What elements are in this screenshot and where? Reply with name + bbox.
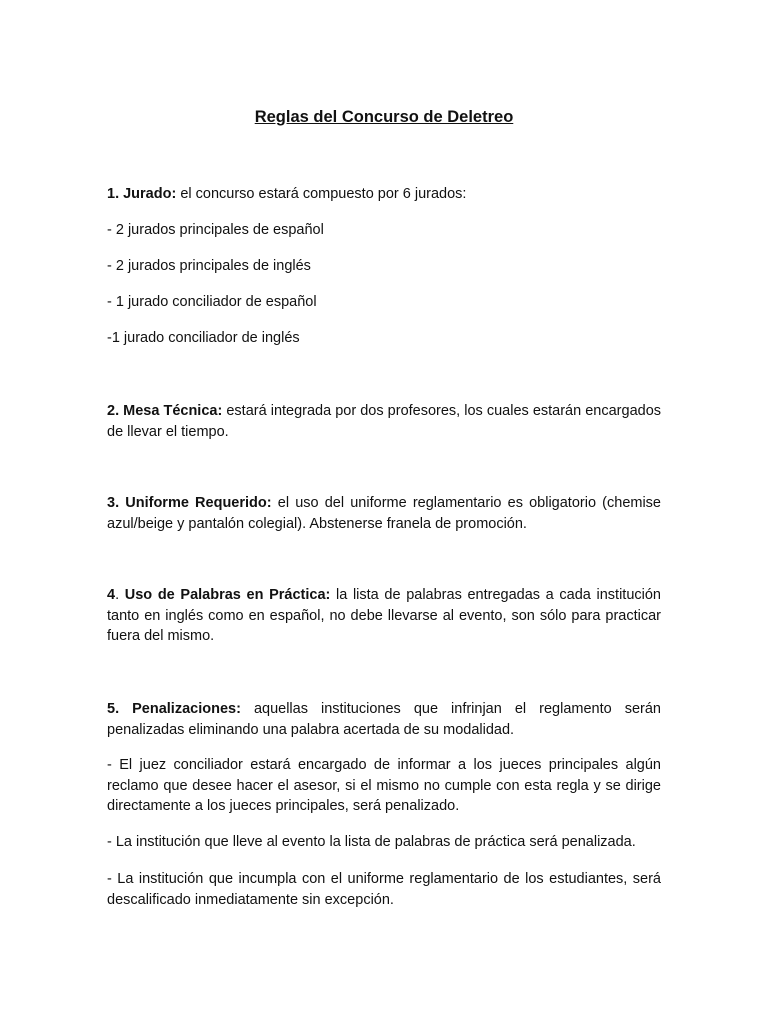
- section-penalizaciones: [107, 699, 661, 740]
- section-text: la lista de palabras entregadas a cada institución tanto en inglés como en español, no debe llevarse al evento, son sólo para practicar fuera del mismo.: [107, 587, 661, 644]
- list-item: -1 jurado conciliador de inglés: [107, 330, 300, 346]
- section-jurado: [107, 184, 661, 205]
- section-heading: 5. Penalizaciones:: [107, 701, 241, 717]
- section-text: aquellas instituciones que infrinjan el reglamento serán penalizadas eliminando una palabra acertada de su modalidad.: [107, 701, 661, 738]
- section-text: estará integrada por dos profesores, los cuales estarán encargados de llevar el tiempo.: [107, 403, 662, 440]
- section-heading: 2. Mesa Técnica:: [107, 403, 223, 419]
- list-item: - 2 jurados principales de español: [107, 222, 324, 238]
- section-mesa-tecnica: [107, 401, 661, 442]
- document-title: Reglas del Concurso de Deletreo: [254, 108, 514, 126]
- section-number: 4: [107, 587, 116, 603]
- section-heading: 1. Jurado:: [107, 186, 177, 202]
- document-page: [107, 0, 661, 1024]
- section-text: el concurso estará compuesto por 6 jurados:: [176, 186, 467, 202]
- list-item: - 1 jurado conciliador de español: [107, 294, 317, 310]
- section-heading: Uso de Palabras en Práctica:: [124, 587, 331, 603]
- list-item: - 2 jurados principales de inglés: [107, 258, 311, 274]
- section-heading: 3. Uniforme Requerido:: [107, 495, 272, 511]
- list-item: - El juez conciliador estará encargado de informar a los jueces principales algún reclamo que desee hacer el asesor, si el mismo no cumple con esta regla y se dirige directamente a los jueces principales, será penalizado.: [107, 757, 661, 814]
- list-item: - La institución que incumpla con el uniforme reglamentario de los estudiantes, será descalificado inmediatamente sin excepción.: [107, 871, 661, 908]
- section-text: el uso del uniforme reglamentario es obligatorio (chemise azul/beige y pantalón colegial). Abstenerse franela de promoción.: [107, 495, 661, 532]
- section-uniforme: [107, 493, 661, 534]
- list-item: - La institución que lleve al evento la lista de palabras de práctica será penalizada.: [107, 834, 636, 850]
- section-uso-palabras: [107, 585, 661, 647]
- section-dot: .: [115, 587, 125, 603]
